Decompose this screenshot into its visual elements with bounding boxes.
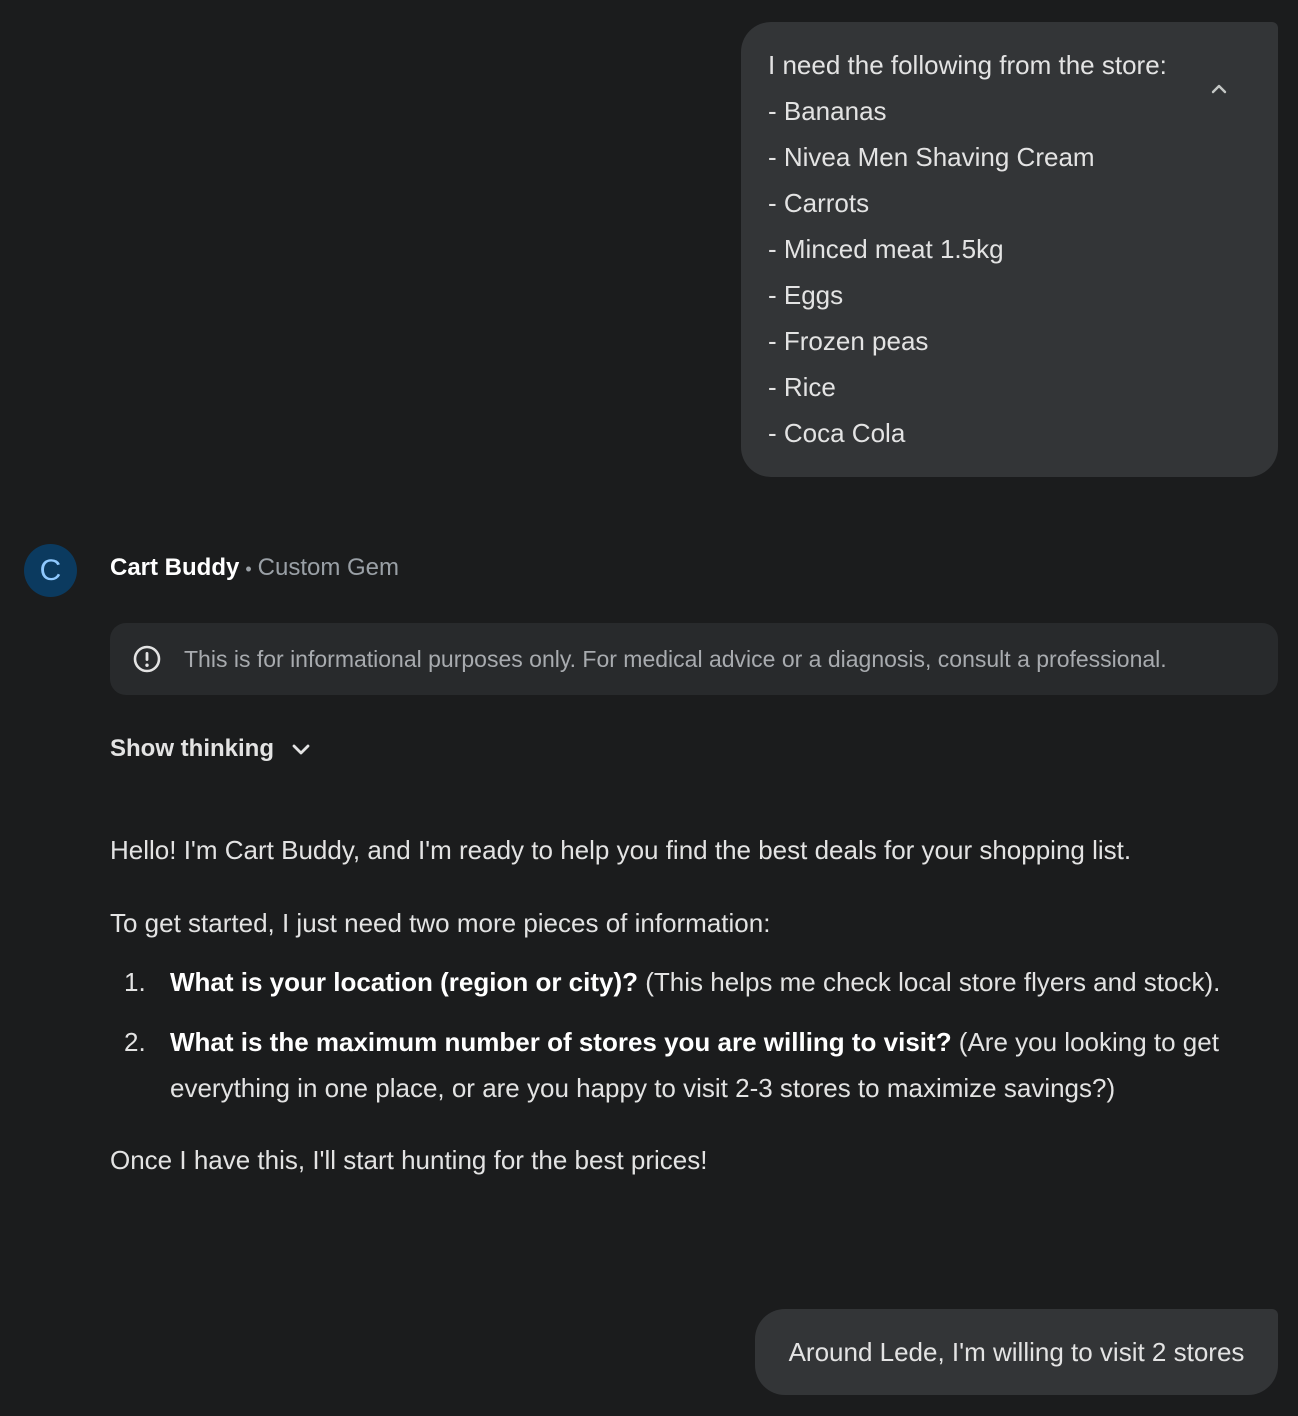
chevron-down-icon bbox=[290, 738, 312, 760]
question-bold: What is your location (region or city)? bbox=[170, 967, 639, 997]
chevron-up-icon bbox=[1209, 79, 1229, 99]
user-message-line: - Carrots bbox=[768, 188, 870, 218]
gem-separator: • bbox=[245, 559, 252, 579]
list-number: 1. bbox=[124, 967, 146, 997]
question-detail: (Are you looking to get everything in one place, or are you happy to visit 2-3 stores to maximize savings?) bbox=[170, 1027, 1219, 1103]
alert-circle-icon bbox=[132, 644, 162, 674]
gem-header bbox=[110, 552, 399, 585]
user-message-line: - Nivea Men Shaving Cream bbox=[768, 142, 1095, 172]
user-message-line: - Minced meat 1.5kg bbox=[768, 234, 1004, 264]
collapse-message-button[interactable] bbox=[1204, 74, 1234, 104]
disclaimer-banner bbox=[110, 623, 1278, 695]
user-message-line: - Bananas bbox=[768, 96, 887, 126]
user-message-line: - Coca Cola bbox=[768, 418, 906, 448]
show-thinking-label: Show thinking bbox=[110, 735, 274, 762]
response-lead: To get started, I just need two more pieces of information: bbox=[110, 908, 771, 938]
list-number: 2. bbox=[124, 1027, 146, 1057]
list-item bbox=[110, 1019, 1278, 1111]
list-item bbox=[110, 959, 1278, 1005]
response-closing: Once I have this, I'll start hunting for the best prices! bbox=[110, 1145, 708, 1175]
question-detail: (This helps me check local store flyers and stock). bbox=[638, 967, 1221, 997]
user-message-line: - Rice bbox=[768, 372, 836, 402]
user-message-text: Around Lede, I'm willing to visit 2 stores bbox=[788, 1336, 1245, 1367]
response-intro: Hello! I'm Cart Buddy, and I'm ready to help you find the best deals for your shopping list. bbox=[110, 835, 1132, 865]
question-list bbox=[110, 959, 1278, 1111]
user-message-line: I need the following from the store: bbox=[768, 50, 1167, 80]
gem-type-label: Custom Gem bbox=[257, 554, 400, 581]
disclaimer-text: This is for informational purposes only. For medical advice or a diagnosis, consult a professional. bbox=[184, 645, 1167, 672]
question-bold: What is the maximum number of stores you are willing to visit? bbox=[170, 1027, 952, 1057]
user-message-bubble bbox=[741, 22, 1278, 477]
gem-name: Cart Buddy bbox=[110, 554, 240, 581]
user-message-line: - Eggs bbox=[768, 280, 844, 310]
user-message-line: - Frozen peas bbox=[768, 326, 929, 356]
show-thinking-button[interactable] bbox=[110, 735, 312, 763]
user-message-bubble bbox=[755, 1309, 1278, 1395]
gem-avatar: C bbox=[24, 544, 77, 597]
